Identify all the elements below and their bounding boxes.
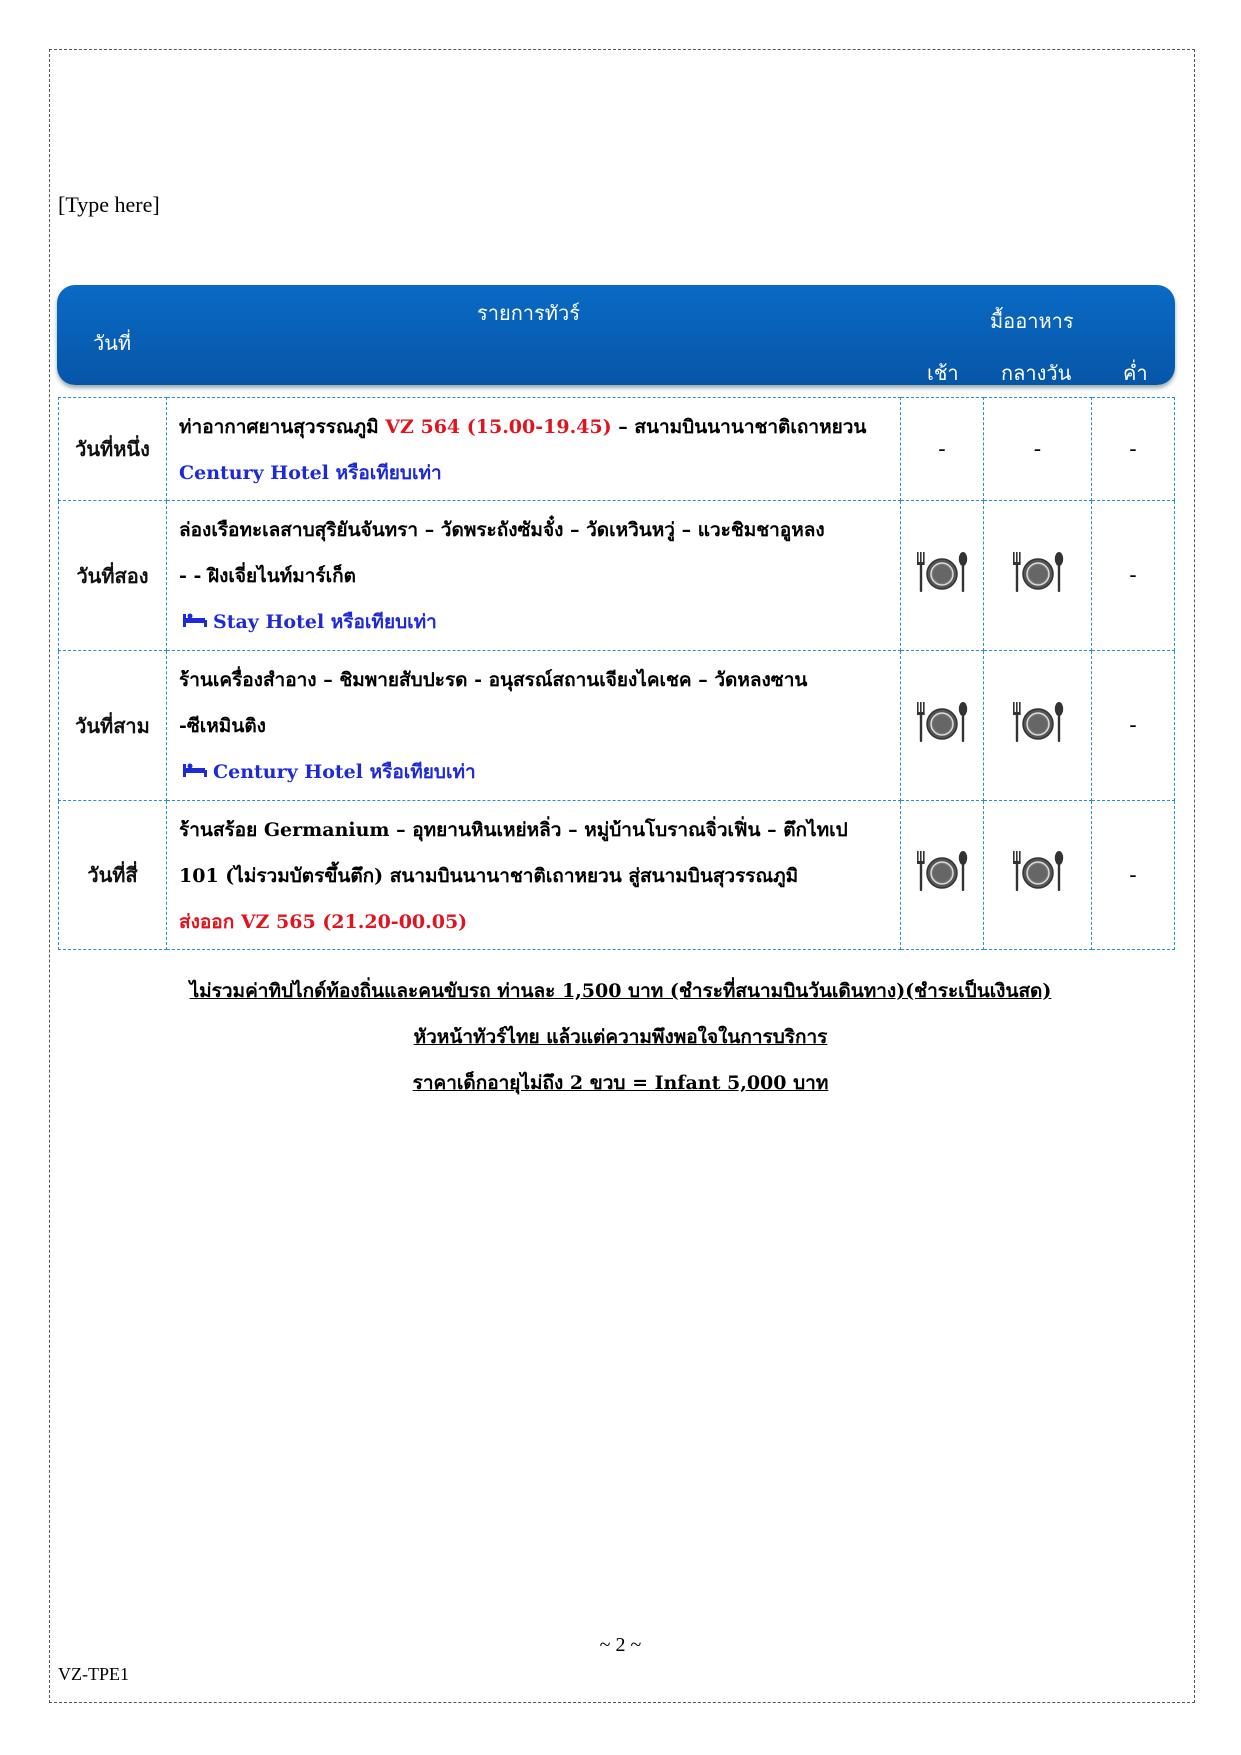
breakfast-cell [901, 801, 984, 950]
lunch-cell: - [984, 398, 1092, 501]
day-cell: วันที่สอง [59, 501, 167, 651]
dinner-cell: - [1092, 651, 1175, 801]
program-text: ร้านสร้อย Germanium – อุทยานหินเหย่หลิ่ว – หมู่บ้านโบราณจิ่วเฟิ่น – ตึกไทเป [179, 819, 848, 841]
program-text: - - ฝิงเจี่ยไนท์มาร์เก็ต [179, 565, 356, 587]
page-number: ~ 2 ~ [599, 1634, 642, 1656]
program-cell [167, 651, 901, 801]
itinerary-table [58, 397, 1175, 950]
breakfast-cell [901, 651, 984, 801]
breakfast-cell: - [901, 398, 984, 501]
program-text: ล่องเรือทะเลสาบสุริยันจันทรา – วัดพระถังซัมจั๋ง – วัดเหวินหวู่ – แวะชิมชาอูหลง [179, 519, 825, 541]
day-cell: วันที่หนึ่ง [59, 398, 167, 501]
itinerary-header-bar [57, 285, 1175, 385]
dinner-cell: - [1092, 398, 1175, 501]
program-cell [167, 801, 901, 950]
program-text: 101 (ไม่รวมบัตรขึ้นตึก) สนามบินนานาชาติเถาหยวน สู่สนามบินสุวรรณภูมิ [179, 865, 799, 887]
hotel-text: Century Hotel หรือเทียบเท่า [213, 761, 476, 783]
lunch-cell [984, 501, 1092, 651]
dinner-cell: - [1092, 501, 1175, 651]
program-cell [167, 398, 901, 501]
meal-icon [915, 550, 969, 596]
breakfast-cell [901, 501, 984, 651]
meal-icon [915, 849, 969, 895]
program-cell [167, 501, 901, 651]
program-text: -ซีเหมินติง [179, 715, 266, 737]
bed-icon [183, 600, 213, 646]
meal-icon [915, 700, 969, 746]
program-text: – สนามบินนานาชาติเถาหยวน [611, 416, 867, 438]
note-infant-price: ราคาเด็กอายุไม่ถึง 2 ขวบ = Infant 5,000 บาท [412, 1072, 829, 1094]
table-row [59, 801, 1175, 950]
day-cell: วันที่สาม [59, 651, 167, 801]
meal-icon [1011, 849, 1065, 895]
lunch-cell [984, 801, 1092, 950]
flight-text: ส่งออก VZ 565 (21.20-00.05) [179, 911, 468, 933]
dinner-cell: - [1092, 801, 1175, 950]
lunch-cell [984, 651, 1092, 801]
note-tip: ไม่รวมค่าทิปไกด์ท้องถิ่นและคนขับรถ ท่านละ 1,500 บาท (ชำระที่สนามบินวันเดินทาง)(ชำระเป็นเงินสด) [189, 980, 1052, 1002]
header-lunch: กลางวัน [1001, 361, 1072, 385]
header-dinner: ค่ำ [1123, 361, 1148, 385]
hotel-text: Century Hotel หรือเทียบเท่า [179, 462, 442, 484]
day-cell: วันที่สี่ [59, 801, 167, 950]
table-row [59, 501, 1175, 651]
header-program: รายการทัวร์ [477, 301, 580, 325]
table-row [59, 651, 1175, 801]
meal-icon [1011, 550, 1065, 596]
flight-text: VZ 564 (15.00-19.45) [385, 416, 612, 438]
table-row [59, 398, 1175, 501]
header-breakfast: เช้า [927, 361, 959, 385]
meal-icon [1011, 700, 1065, 746]
bed-icon [183, 750, 213, 796]
program-text: ท่าอากาศยานสุวรรณภูมิ [179, 416, 386, 438]
header-placeholder[interactable]: [Type here] [58, 192, 160, 217]
footer-code[interactable]: VZ-TPE1 [58, 1664, 129, 1684]
header-meals: มื้ออาหาร [990, 309, 1074, 333]
hotel-text: Stay Hotel หรือเทียบเท่า [213, 611, 437, 633]
program-text: ร้านเครื่องสำอาง – ชิมพายสับปะรด - อนุสรณ์สถานเจียงไคเชค – วัดหลงซาน [179, 669, 808, 691]
note-tour-leader: หัวหน้าทัวร์ไทย แล้วแต่ความพึงพอใจในการบริการ [413, 1026, 828, 1048]
header-day: วันที่ [93, 331, 132, 355]
